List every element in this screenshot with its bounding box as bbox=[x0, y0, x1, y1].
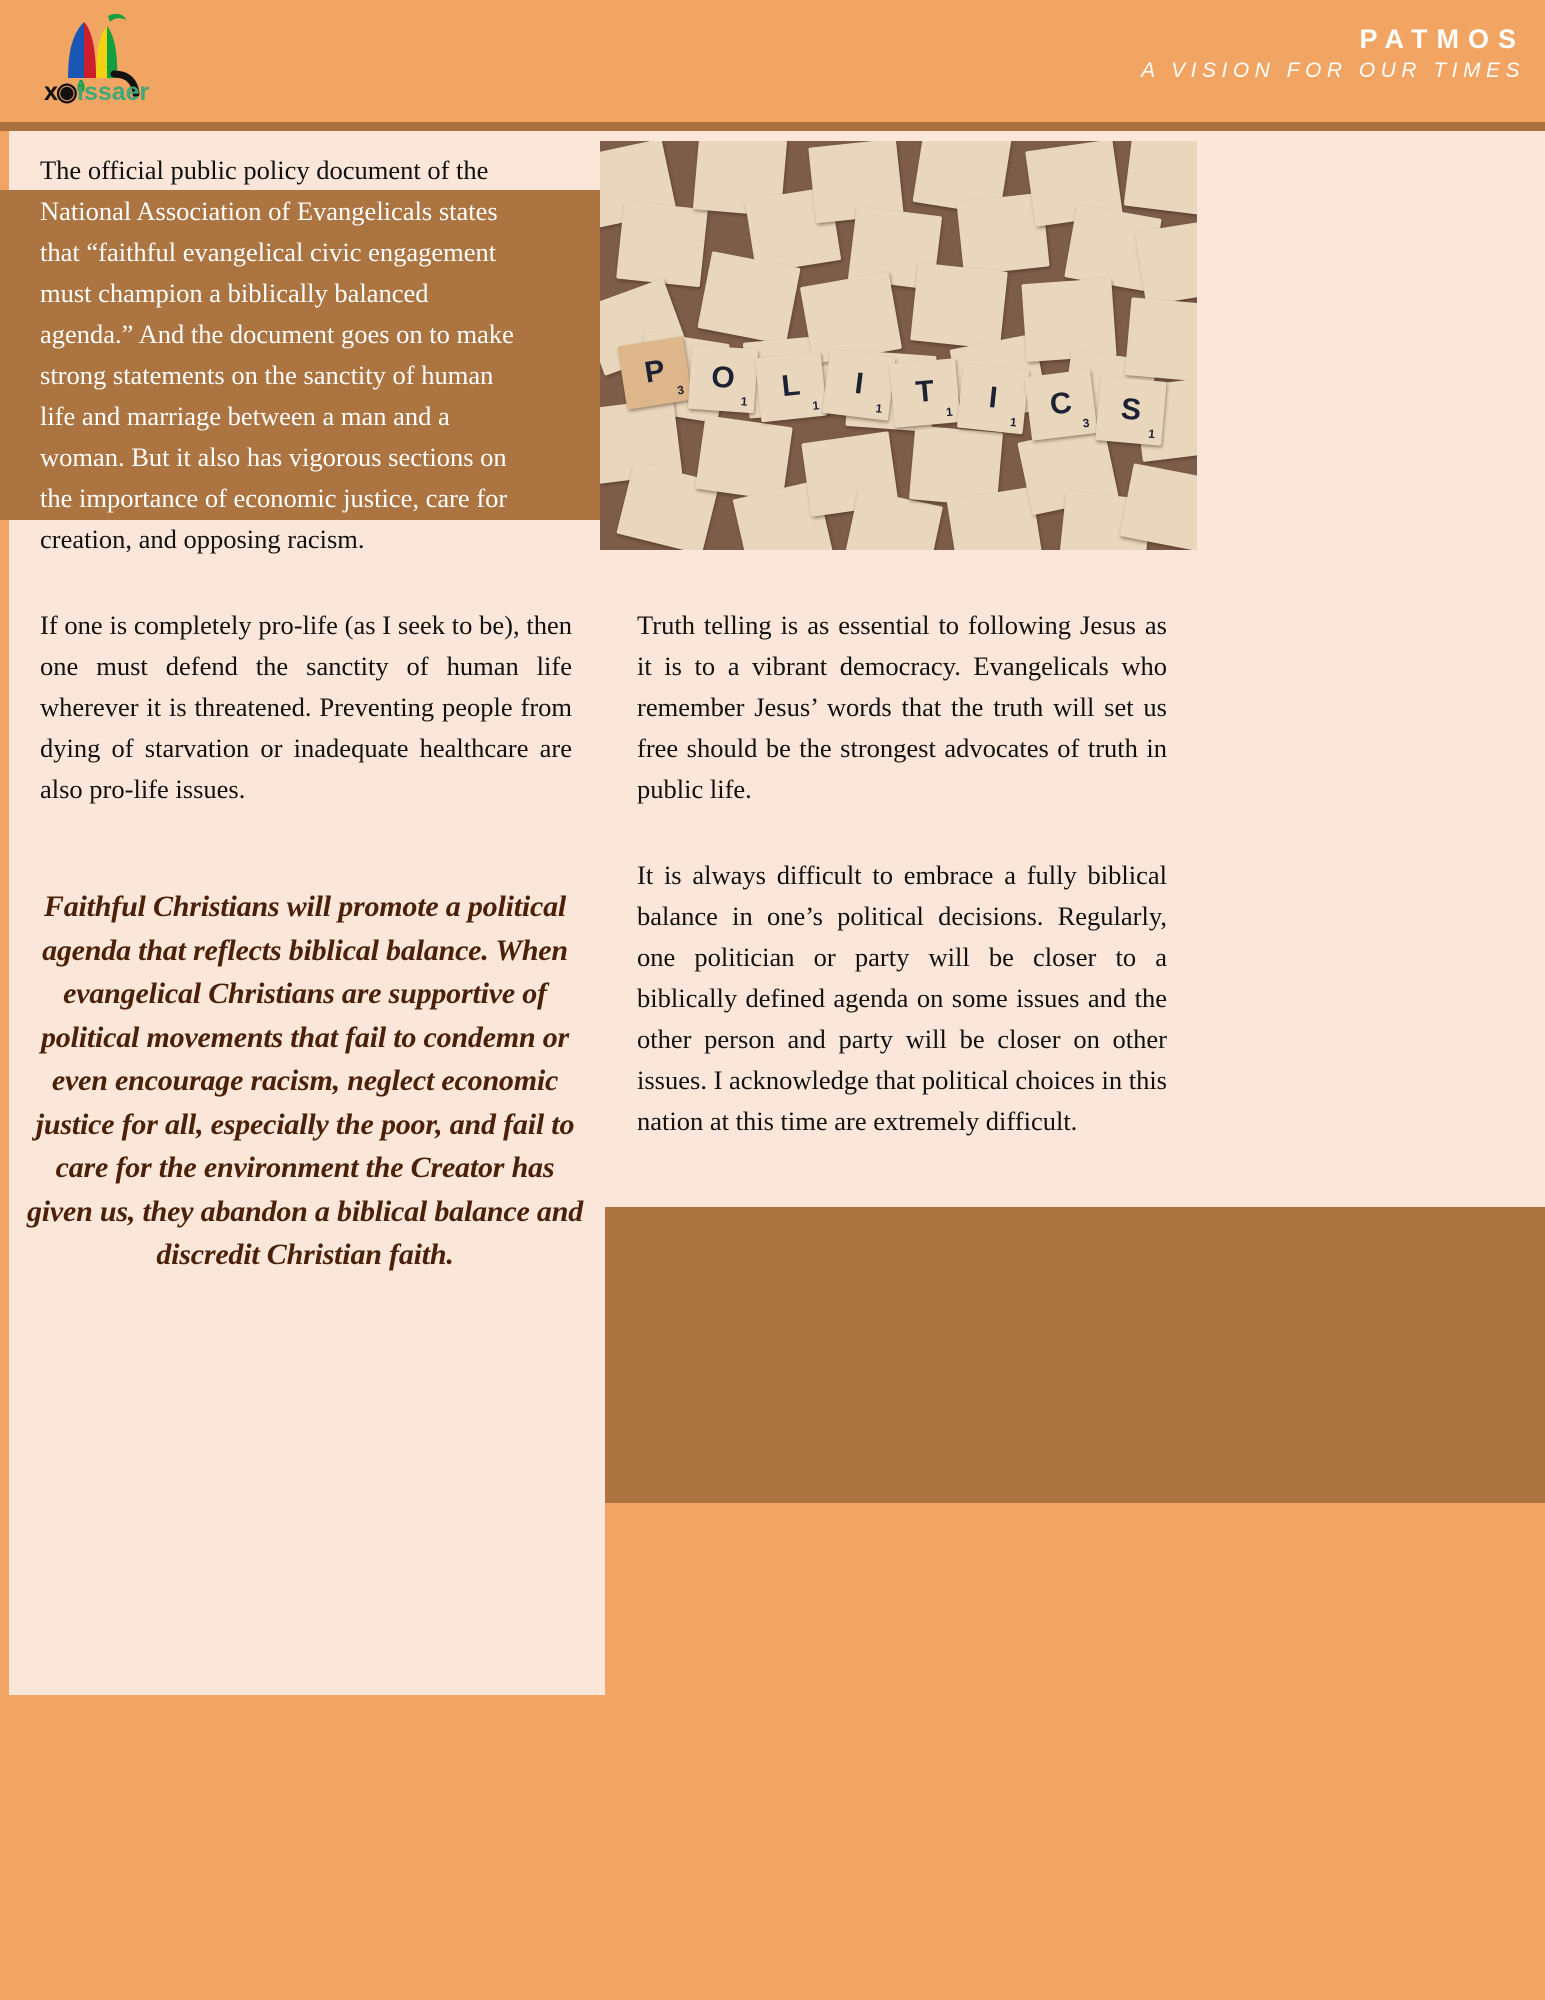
intro-line-4: must champion a biblically balanced bbox=[40, 278, 429, 308]
scrabble-tile-O bbox=[688, 345, 758, 413]
scrabble-points-label: 3 bbox=[1081, 415, 1091, 431]
scrabble-tile-L bbox=[755, 352, 827, 423]
intro-line-3: that “faithful evangelical civic engagement bbox=[40, 237, 497, 267]
scrabble-letter-glyph: I bbox=[852, 366, 866, 401]
paragraph-intro bbox=[40, 150, 570, 560]
svg-text:issaer: issaer bbox=[77, 78, 150, 106]
scrabble-points-label: 1 bbox=[874, 401, 884, 416]
intro-line-5: agenda.” And the document goes on to make bbox=[40, 319, 514, 349]
scrabble-points-label: 1 bbox=[1147, 426, 1156, 442]
scrabble-blank-tile bbox=[1120, 463, 1197, 550]
scrabble-blank-tile bbox=[1124, 141, 1197, 216]
scrabble-blank-tile bbox=[910, 263, 1008, 350]
sailboat-logo bbox=[22, 8, 152, 108]
scrabble-tile-I bbox=[822, 349, 895, 421]
svg-text:◉: ◉ bbox=[56, 78, 78, 106]
scrabble-tile-S bbox=[1095, 376, 1166, 446]
scrabble-tiles-politics-photo bbox=[600, 141, 1197, 550]
scrabble-letter-glyph: C bbox=[1048, 386, 1074, 422]
scrabble-letter-glyph: L bbox=[780, 368, 802, 404]
intro-line-8: woman. But it also has vigorous sections on bbox=[40, 442, 507, 472]
scrabble-tile-T bbox=[889, 358, 960, 428]
scrabble-tile-P bbox=[617, 336, 692, 410]
scrabble-tile-C bbox=[1024, 369, 1097, 441]
scrabble-blank-tile bbox=[1125, 297, 1197, 383]
scrabble-points-label: 1 bbox=[945, 404, 954, 420]
scrabble-letter-glyph: S bbox=[1119, 392, 1143, 428]
scrabble-tile-I-2 bbox=[957, 364, 1029, 435]
scrabble-points-label: 1 bbox=[1009, 414, 1018, 430]
scrabble-blank-tile bbox=[616, 201, 708, 287]
intro-line-6: strong statements on the sanctity of human bbox=[40, 360, 494, 390]
intro-line-9: the importance of economic justice, care for bbox=[40, 483, 508, 513]
paragraph-truth-telling: Truth telling is as essential to following Jesus as it is to a vibrant democracy. Evangelicals who remember Jesus’ words that the truth will set us free should be the strongest advocates of truth in public life. bbox=[637, 610, 1167, 804]
scrabble-points-label: 1 bbox=[811, 398, 820, 413]
page-subtitle: A VISION FOR OUR TIMES bbox=[1141, 59, 1525, 82]
header-divider-rule bbox=[0, 122, 1545, 131]
paragraph-prolife: If one is completely pro-life (as I seek to be), then one must defend the sanctity of human life wherever it is threatened. Preventing people from dying of starvation or inadequate healthcare are also pro-life issues. bbox=[40, 610, 572, 804]
pull-quote: Faithful Christians will promote a political agenda that reflects biblical balance. When evangelical Christians are supportive of political movements that fail to condemn or even encourage racism, neglect economic justice for all, especially the poor, and fail to care for the environment the Creator has given us, they abandon a biblical balance and discredit Christian faith. bbox=[26, 890, 584, 1271]
scrabble-letter-glyph: P bbox=[642, 353, 668, 390]
brown-block-bottom bbox=[605, 1207, 1545, 1503]
scrabble-letter-glyph: I bbox=[987, 380, 999, 415]
scrabble-points-label: 3 bbox=[676, 382, 686, 398]
scrabble-blank-tile bbox=[697, 251, 800, 345]
scrabble-points-label: 1 bbox=[740, 394, 748, 409]
scrabble-blank-tile bbox=[1021, 278, 1116, 362]
scrabble-letter-glyph: O bbox=[710, 360, 736, 396]
intro-line-10: creation, and opposing racism. bbox=[40, 524, 365, 554]
brand-titles bbox=[1141, 22, 1525, 86]
intro-line-7: life and marriage between a man and a bbox=[40, 401, 450, 431]
intro-line-1: The official public policy document of the bbox=[40, 155, 489, 185]
scrabble-letter-glyph: T bbox=[914, 374, 936, 410]
scrabble-blank-tile bbox=[1135, 219, 1197, 306]
paragraph-biblical-balance: It is always difficult to embrace a fully biblical balance in one’s political decisions. Regularly, one politician or party will be closer to a biblically defined agenda on some issues and the other person and party will be closer on other issues. I acknowledge that political choices in this nation at this time are extremely difficult. bbox=[637, 860, 1167, 1136]
page-title: PATMOS bbox=[1359, 24, 1525, 54]
intro-line-2: National Association of Evangelicals states bbox=[40, 196, 498, 226]
svg-text:x: x bbox=[44, 78, 58, 106]
